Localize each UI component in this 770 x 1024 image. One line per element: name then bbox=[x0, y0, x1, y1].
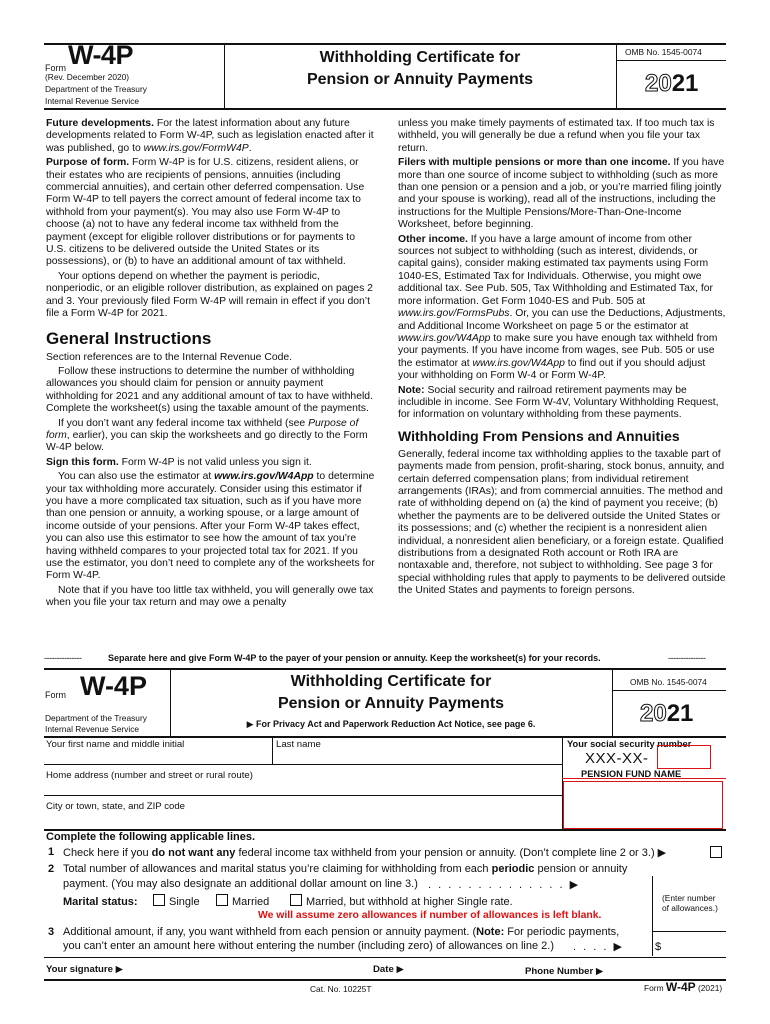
separator-instruction: Separate here and give Form W-4P to the payer of your pension or annuity. Keep the worksheet(s) for your records. bbox=[108, 653, 601, 663]
page-title-line2: Pension or Annuity Payments bbox=[306, 71, 534, 88]
pension-fund-label: PENSION FUND NAME bbox=[581, 769, 682, 779]
no-withholding-paragraph bbox=[46, 418, 376, 455]
line3-text-cont: you can’t enter an amount here without entering the number (including zero) of allowances on line 2.) bbox=[63, 940, 555, 952]
enter-number-hint: (Enter number of allowances.) bbox=[662, 893, 718, 913]
ssn-highlight-box bbox=[657, 745, 711, 769]
line3-note: Note: bbox=[476, 926, 505, 938]
line3-text bbox=[63, 926, 619, 938]
catalog-number: Cat. No. 10225T bbox=[310, 984, 372, 994]
purpose-of-form bbox=[46, 157, 376, 269]
line1-emph: do not want any bbox=[151, 847, 236, 859]
line2-c: pension or annuity bbox=[534, 863, 628, 875]
gi-if-b: , earlier), you can skip the worksheets and go directly to the Form W-4P below. bbox=[46, 429, 368, 454]
agency: Internal Revenue Service bbox=[45, 96, 140, 106]
future-body: For the latest information about any future developments related to Form W-4P, such as legislation enacted after it was published, go to bbox=[46, 118, 374, 154]
form-label-lower: Form bbox=[45, 690, 66, 700]
future-developments bbox=[46, 118, 376, 155]
gi-if-a: If you don’t want any federal income tax withheld (see bbox=[58, 417, 309, 429]
omb-number-lower: OMB No. 1545-0074 bbox=[630, 677, 707, 687]
allowances-field[interactable] bbox=[656, 878, 724, 890]
footer-form-id bbox=[644, 980, 722, 994]
date-field[interactable] bbox=[414, 962, 514, 976]
address-label: Home address (number and street or rural route) bbox=[46, 770, 253, 781]
line2-leader-dots: . . . . . . . . . . . . . . ▶ bbox=[428, 879, 581, 891]
other-mid2: to make sure you have enough tax withheld from your payments. If you have income from wages, see Pub. 505 or use the estimator at bbox=[398, 332, 718, 369]
city-label: City or town, state, and ZIP code bbox=[46, 801, 186, 812]
last-name-field[interactable] bbox=[276, 750, 558, 764]
sign-head: Sign this form. bbox=[46, 456, 119, 468]
page-title-line1: Withholding Certificate for bbox=[319, 49, 521, 66]
single-label: Single bbox=[169, 896, 200, 908]
department-lower: Department of the Treasury bbox=[45, 713, 147, 723]
note-paragraph: Note that if you have too little tax withheld, you will generally owe tax when you file your tax return and may owe a penalty bbox=[46, 584, 374, 609]
purpose-head: Purpose of form. bbox=[46, 157, 130, 169]
privacy-notice: ▶ For Privacy Act and Paperwork Reduction Act Notice, see page 6. bbox=[246, 719, 536, 729]
line1-number: 1 bbox=[48, 846, 55, 858]
married-label: Married bbox=[232, 896, 270, 908]
follow-instructions: Follow these instructions to determine the number of withholding allowances you should claim for pension or annuity payment withholding for 2021 and any additional amount of tax to have withheld. Complete the worksheet(s) using the taxable amount of the payments. bbox=[46, 365, 373, 415]
options-paragraph: Your options depend on whether the payment is periodic, nonperiodic, or an eligible rollover distribution, as explained on pages 2 and 3. Your previously filed Form W-4P will remain in effect if you don’t file a Form W-4P for 2021. bbox=[46, 270, 373, 320]
future-head: Future developments. bbox=[46, 118, 154, 129]
dollar-sign: $ bbox=[655, 941, 662, 953]
date-label: Date ▶ bbox=[373, 964, 404, 975]
form-title-line2: Pension or Annuity Payments bbox=[277, 695, 505, 712]
gi-if-italic: Purpose of form bbox=[46, 417, 359, 441]
line2-number: 2 bbox=[48, 863, 55, 875]
agency-lower: Internal Revenue Service bbox=[45, 724, 140, 734]
line3-number: 3 bbox=[48, 926, 55, 938]
zero-allowances-warning: We will assume zero allowances if number of allowances is left blank. bbox=[258, 910, 602, 921]
line2-text-cont: payment. (You may also designate an additional dollar amount on line 3.) bbox=[63, 878, 418, 890]
right-column bbox=[398, 118, 726, 600]
filers-head: Filers with multiple pensions or more than one income. bbox=[398, 157, 671, 169]
footer-form-number: W-4P bbox=[665, 980, 696, 994]
purpose-body: Form W-4P is for U.S. citizens, resident aliens, or their estates who are recipients of pensions, annuities (including commercial annuities), and certain other deferred compensation. Use Form W-4P to tell payers the correct amount of federal income tax to withhold from your payment(s). You may also use Form W-4P to choose (a) not to have any federal income tax withheld from the payment (except for eligible rollover distributions or for payments to U.S. citizens to be delivered outside the United States or its possessions), or (b) to have an additional amount of tax withheld. bbox=[46, 157, 365, 268]
estimator-url-link[interactable]: www.irs.gov/W4App bbox=[214, 471, 314, 483]
no-withholding-checkbox[interactable] bbox=[710, 846, 722, 858]
withholding-body: Generally, federal income tax withholding applies to the taxable part of payments made from pension, profit-sharing, stock bonus, annuity, and certain deferred compensation plans; from individual retirement arrangements (IRAs); and from commercial annuities. The method and rate of withholding depend on (a) the kind of payment you receive; (b) whether the payments are to be delivered outside the United States or its possessions; and (c) whether the recipient is a nonresident alien individual, a nonresident alien beneficiary, or a foreign estate. Qualified distributions from a designated Roth account or Roth IRA are nontaxable and, therefore, not subject to withholding. See page 3 for special withholding rules that apply to payments to be delivered outside the United States and payments to foreign persons. bbox=[398, 448, 726, 597]
other-income bbox=[398, 234, 726, 383]
form-label: Form bbox=[45, 63, 66, 73]
marital-married[interactable] bbox=[216, 894, 269, 908]
line2-a: Total number of allowances and marital status you’re claiming for withholding from each bbox=[63, 863, 492, 875]
w4app-link-1[interactable]: www.irs.gov/W4App bbox=[398, 332, 491, 344]
first-name-label: Your first name and middle initial bbox=[46, 739, 185, 750]
other-end: to find out if you should adjust your withholding on Form W-4 or Form W-4P. bbox=[398, 357, 706, 382]
omb-number: OMB No. 1545-0074 bbox=[625, 47, 702, 57]
married-checkbox[interactable] bbox=[216, 894, 228, 906]
line2-emph: periodic bbox=[491, 863, 535, 875]
city-field[interactable] bbox=[46, 813, 556, 827]
pension-fund-field[interactable] bbox=[563, 781, 723, 829]
marital-single[interactable] bbox=[153, 894, 200, 908]
single-checkbox[interactable] bbox=[153, 894, 165, 906]
footer-form-word: Form bbox=[644, 983, 664, 993]
social-security-note bbox=[398, 385, 726, 422]
footer-form-year: (2021) bbox=[697, 983, 723, 993]
additional-amount-field[interactable] bbox=[664, 940, 724, 953]
last-name-label: Last name bbox=[276, 739, 321, 750]
line1-text bbox=[63, 846, 666, 859]
tax-year bbox=[645, 70, 698, 98]
note-body: Social security and railroad retirement payments may be includible in income. See Form W-4V, Voluntary Withholding Request, for information on voluntary withholding from these payments. bbox=[398, 384, 719, 421]
phone-label: Phone Number ▶ bbox=[525, 966, 604, 977]
separator-dashes-left: --------------- bbox=[44, 653, 82, 663]
withholding-heading: Withholding From Pensions and Annuities bbox=[398, 427, 680, 444]
general-instructions-heading: General Instructions bbox=[46, 328, 212, 348]
address-field[interactable] bbox=[46, 781, 556, 795]
est-a: You can also use the estimator at bbox=[58, 471, 215, 483]
est-b: to determine your tax withholding more accurately. Consider using this estimator if you have a more complicated tax situation, such as if you have more than one pension or annuity, a working spouse, or a large amount of income outside of your pensions. After your Form W-4P takes effect, you can also use this estimator to see how the amount of tax you’re having withheld compares to your projected total tax for 2021. If you use the estimator, you don’t need to complete any of the worksheets for Form W-4P. bbox=[46, 471, 375, 582]
phone-field[interactable] bbox=[614, 962, 724, 976]
separator-dashes-right: --------------- bbox=[668, 653, 706, 663]
note-head: Note: bbox=[398, 384, 425, 396]
department: Department of the Treasury bbox=[45, 84, 147, 94]
other-body: If you have a large amount of income from other sources not subject to withholding (such as interest, dividends, or capital gains), consider making estimated tax payments using Form 1040-ES, Estimated Tax for Individuals. Otherwise, you might owe additional tax. See Pub. 505, Tax Withholding and Estimated Tax, for more information. Get Form 1040-ES and Pub. 505 at bbox=[398, 233, 713, 307]
continuation-paragraph: unless you make timely payments of estimated tax. If too much tax is withheld, you will generally be due a refund when you file your tax return. bbox=[398, 118, 715, 154]
sign-this-form bbox=[46, 457, 376, 469]
multiple-pensions bbox=[398, 157, 726, 231]
sign-body: Form W-4P is not valid unless you sign it. bbox=[118, 456, 312, 468]
form-title-line1: Withholding Certificate for bbox=[290, 673, 492, 690]
tax-year-lower-bold: 21 bbox=[666, 700, 694, 727]
filers-body: If you have more than one source of income subject to withholding (such as more than one pension or a pension and a job, or you’re married filing jointly and your spouse is working), read all of the instructions, including the instructions for the Multiple Pensions/More-Than-One-Income Worksheet, before beginning. bbox=[398, 157, 725, 231]
future-end: . bbox=[248, 142, 252, 154]
estimator-paragraph bbox=[46, 471, 376, 583]
line2-text bbox=[63, 863, 627, 875]
line3-leader-dots: . . . . ▶ bbox=[573, 941, 624, 953]
signature-field[interactable] bbox=[132, 962, 362, 976]
tax-year-outline: 20 bbox=[645, 70, 672, 97]
other-head: Other income. bbox=[398, 233, 468, 245]
line1-a: Check here if you bbox=[63, 847, 152, 859]
line1-c: federal income tax withheld from your pension or annuity. (Don’t complete line 2 or 3.) ▶ bbox=[235, 847, 667, 859]
marital-married-higher[interactable] bbox=[290, 894, 513, 908]
tax-year-bold: 21 bbox=[671, 70, 699, 97]
ssn-label: Your social security number bbox=[567, 739, 692, 749]
marital-status-label: Marital status: bbox=[63, 896, 138, 908]
line3-a: Additional amount, if any, you want withheld from each pension or annuity payment. ( bbox=[63, 926, 477, 938]
signature-label: Your signature ▶ bbox=[46, 964, 124, 975]
first-name-field[interactable] bbox=[46, 750, 270, 764]
married-higher-checkbox[interactable] bbox=[290, 894, 302, 906]
ssn-field[interactable]: XXX-XX- bbox=[585, 750, 649, 767]
w4app-link-2[interactable]: www.irs.gov/W4App bbox=[472, 357, 565, 369]
revision-date: (Rev. December 2020) bbox=[45, 72, 130, 82]
future-url-link[interactable]: www.irs.gov/FormW4P bbox=[143, 142, 249, 154]
married-higher-label: Married, but withhold at higher Single rate. bbox=[306, 896, 513, 908]
tax-year-lower bbox=[640, 700, 693, 728]
forms-pubs-link[interactable]: www.irs.gov/FormsPubs bbox=[398, 308, 510, 320]
other-mid: . Or, you can use the Deductions, Adjustments, and Additional Income Worksheet on page 5 or the estimator at bbox=[398, 308, 726, 332]
form-number-lower: W-4P bbox=[80, 671, 147, 701]
section-references: Section references are to the Internal Revenue Code. bbox=[46, 351, 293, 363]
complete-lines-heading: Complete the following applicable lines. bbox=[46, 831, 256, 843]
tax-year-lower-outline: 20 bbox=[640, 700, 667, 727]
line3-c: For periodic payments, bbox=[504, 926, 620, 938]
form-number: W-4P bbox=[68, 40, 133, 70]
left-column bbox=[46, 118, 376, 612]
